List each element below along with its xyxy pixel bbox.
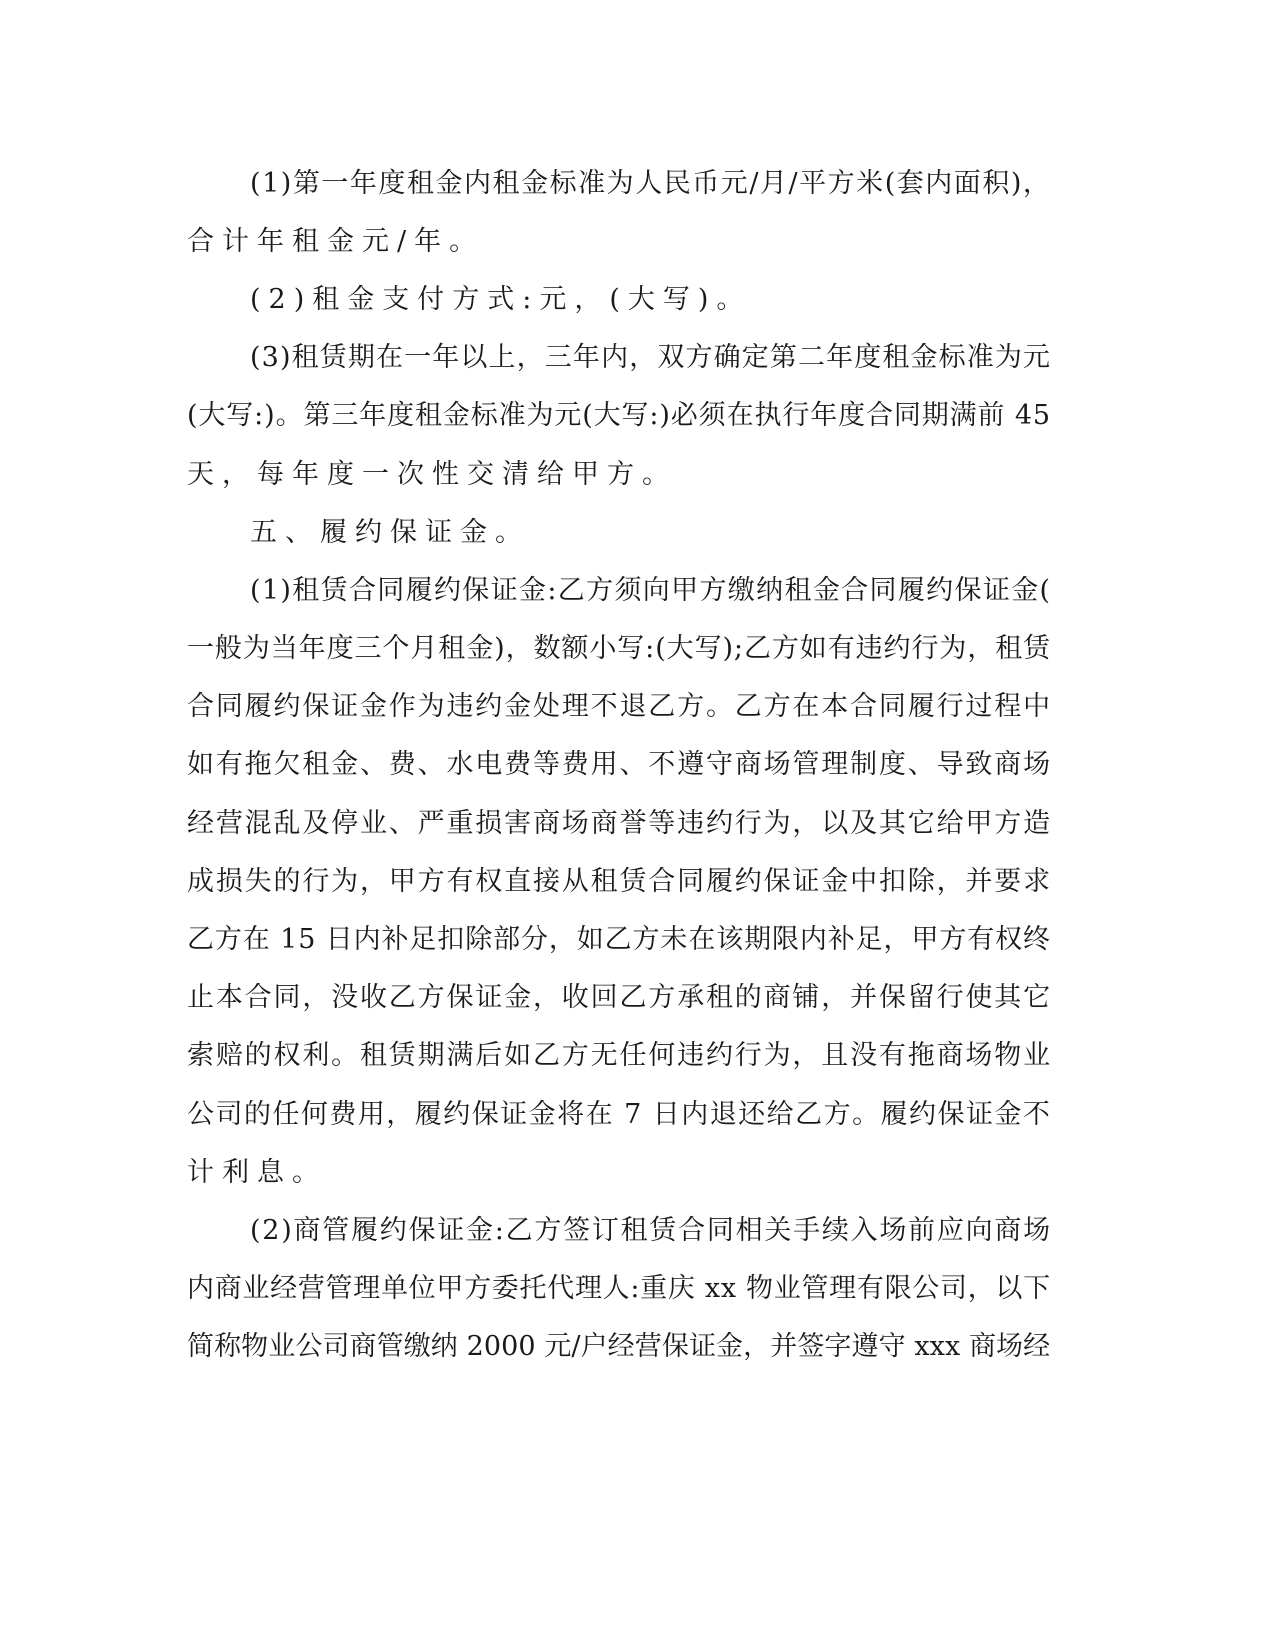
text-line: 合计年租金元/年。 [187, 226, 485, 257]
text-line: 成损失的行为，甲方有权直接从租赁合同履约保证金中扣除，并要求 [187, 866, 1052, 897]
text-line: 合同履约保证金作为违约金处理不退乙方。乙方在本合同履行过程中 [187, 691, 1052, 722]
text-line: (大写:)。第三年度租金标准为元(大写:)必须在执行年度合同期满前 45 [187, 400, 1051, 431]
text-line: 止本合同，没收乙方保证金，收回乙方承租的商铺，并保留行使其它 [187, 982, 1052, 1013]
text-line: (2)商管履约保证金:乙方签订租赁合同相关手续入场前应向商场 [250, 1215, 1052, 1246]
section-heading: 五、履约保证金。 [250, 517, 530, 548]
text-line: 内商业经营管理单位甲方委托代理人:重庆 xx 物业管理有限公司，以下 [187, 1273, 1051, 1304]
text-line: 简称物业公司商管缴纳 2000 元/户经营保证金，并签字遵守 xxx 商场经 [187, 1331, 1051, 1362]
text-line: (1)租赁合同履约保证金:乙方须向甲方缴纳租金合同履约保证金( [250, 575, 1052, 606]
text-line: 计利息。 [187, 1157, 327, 1188]
text-line: (2)租金支付方式:元，(大写)。 [250, 284, 752, 315]
text-line: 索赔的权利。租赁期满后如乙方无任何违约行为，且没有拖商场物业 [187, 1040, 1052, 1071]
text-line: (3)租赁期在一年以上，三年内，双方确定第二年度租金标准为元 [250, 342, 1052, 373]
text-line: 如有拖欠租金、费、水电费等费用、不遵守商场管理制度、导致商场 [187, 749, 1052, 780]
text-line: 天，每年度一次性交清给甲方。 [187, 459, 677, 490]
text-line: (1)第一年度租金内租金标准为人民币元/月/平方米(套内面积)， [250, 168, 1052, 199]
text-line: 公司的任何费用，履约保证金将在 7 日内退还给乙方。履约保证金不 [187, 1099, 1052, 1130]
text-line: 乙方在 15 日内补足扣除部分，如乙方未在该期限内补足，甲方有权终 [187, 924, 1051, 955]
text-line: 一般为当年度三个月租金)，数额小写:(大写);乙方如有违约行为，租赁 [187, 633, 1052, 664]
text-line: 经营混乱及停业、严重损害商场商誉等违约行为，以及其它给甲方造 [187, 808, 1052, 839]
